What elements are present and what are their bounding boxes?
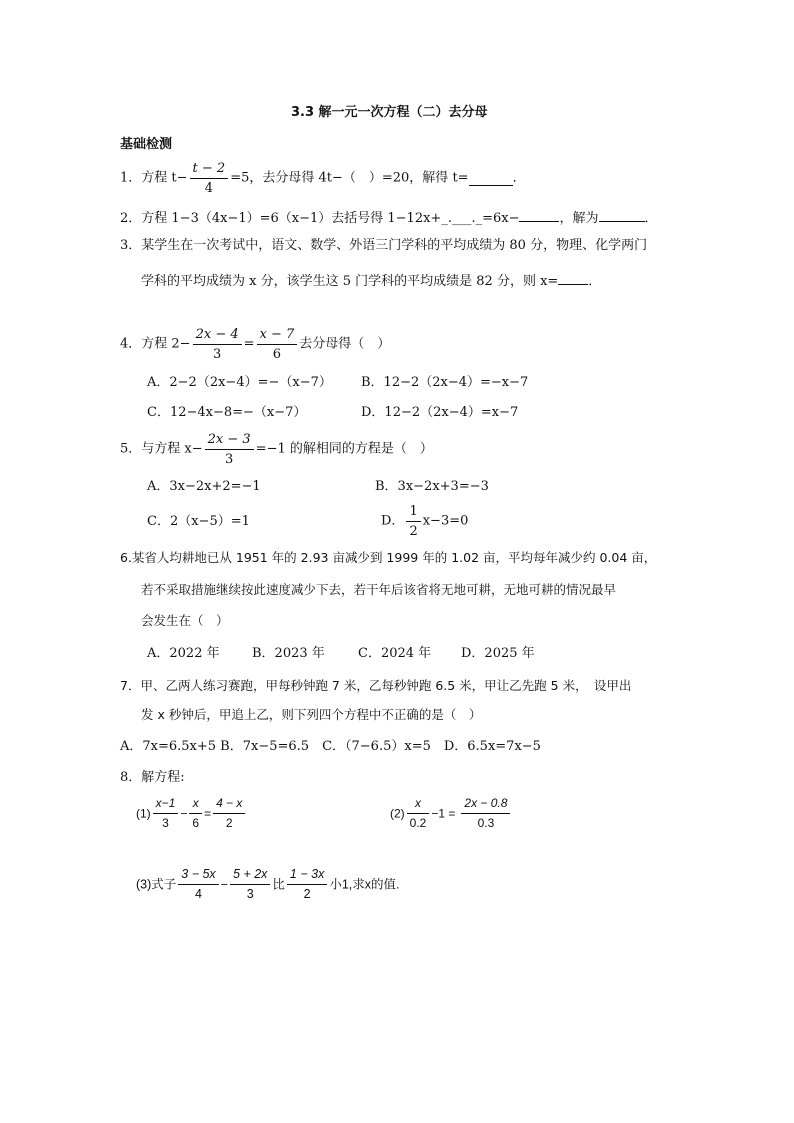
question-3-line-1: 3．某学生在一次考试中，语文、数学、外语三门学科的平均成绩为 80 分，物理、化学两门 <box>120 238 648 253</box>
q5-fraction <box>205 431 254 468</box>
q4-option-c[interactable]: C．12−4x−8=−（x−7） <box>147 405 307 420</box>
q8-p2-f2-num: 2x − 0.8 <box>461 795 510 814</box>
q8-p3-f1-den: 4 <box>195 887 202 901</box>
q5-option-c[interactable]: C．2（x−5）=1 <box>147 514 250 529</box>
q8-p2-label: (2) <box>390 806 405 821</box>
q4-f1-den: 3 <box>212 347 222 362</box>
q2-dots: _.___._ <box>441 211 483 226</box>
q1-frac-num: t − 2 <box>190 160 229 179</box>
question-7-line-1: 7．甲、乙两人练习赛跑，甲每秒钟跑 7 米，乙每秒钟跑 6.5 米，甲让乙先跑 5 米， 设甲出 <box>120 678 632 693</box>
q8-p1-label: (1) <box>136 806 151 821</box>
q8-p3-fraction-3 <box>287 866 327 903</box>
question-6-line-1: 6.某省人均耕地已从 1951 年的 2.93 亩减少到 1999 年的 1.02 亩，平均每年减少约 0.04 亩， <box>120 550 657 565</box>
q4-text-a: 4．方程 2− <box>120 336 191 352</box>
q5-text-a: 5．与方程 x− <box>120 441 203 457</box>
q1-text-a: 1．方程 t− <box>120 170 188 186</box>
q8-p1-f1-den: 3 <box>162 816 169 830</box>
q1-text-b: =5，去分母得 4t−（ ）=20，解得 t= <box>230 170 469 186</box>
q8-p1-fraction-2 <box>189 795 202 832</box>
q2-blank-2[interactable] <box>599 207 645 222</box>
q4-f2-num: x − 7 <box>257 326 298 345</box>
q8-p2-f1-num: x <box>407 795 430 814</box>
q2-text-d: ． <box>644 211 658 226</box>
q2-text-a: 2．方程 1−3（4x−1）=6（x−1）去括号得 1−12x+ <box>120 211 442 226</box>
q8-p3-fraction-1 <box>178 866 218 903</box>
q8-p2-f2-den: 0.3 <box>477 816 495 830</box>
q5-optd-rest: x−3=0 <box>422 513 469 529</box>
q2-text-b: =6x− <box>482 211 520 226</box>
question-8-heading: 8．解方程: <box>120 770 185 785</box>
q8-part-3 <box>136 866 399 903</box>
q4-option-a[interactable]: A．2−2（2x−4）=−（x−7） <box>147 375 332 390</box>
q5-optd-label: D． <box>381 513 405 529</box>
q6-option-d[interactable]: D．2025 年 <box>461 646 535 661</box>
q5-option-b[interactable]: B．3x−2x+3=−3 <box>375 479 489 494</box>
q8-p1-f3-num: 4 − x <box>213 795 245 814</box>
section-heading: 基础检测 <box>120 137 173 152</box>
q6-option-b[interactable]: B．2023 年 <box>252 646 325 661</box>
q1-answer-blank[interactable] <box>469 171 513 186</box>
q8-p3-fraction-2 <box>230 866 270 903</box>
q1-text-c: ． <box>512 170 526 186</box>
q7-options[interactable]: A．7x=6.5x+5 B．7x−5=6.5 C．（7−6.5）x=5 D．6.5x=7x−5 <box>120 739 541 754</box>
q3-text-a: 学科的平均成绩为 x 分，该学生这 5 门学科的平均成绩是 82 分，则 x= <box>141 274 559 289</box>
question-1 <box>120 160 526 197</box>
q5-optd-den: 2 <box>409 524 418 539</box>
q5-frac-num: 2x − 3 <box>205 431 254 450</box>
q8-p3-f2-den: 3 <box>246 887 254 901</box>
q3-answer-blank[interactable] <box>558 270 588 285</box>
q8-p3-f3-num: 1 − 3x <box>287 866 327 885</box>
q4-option-d[interactable]: D．12−2（2x−4）=x−7 <box>361 405 519 420</box>
q1-fraction <box>190 160 229 197</box>
question-6-line-3: 会发生在（ ） <box>141 613 229 628</box>
q8-p1-minus: − <box>180 806 188 821</box>
q8-p3-f2-num: 5 + 2x <box>230 866 270 885</box>
q8-p1-f3-den: 2 <box>225 816 233 830</box>
q8-p1-f1-num: x−1 <box>153 795 179 814</box>
q4-fraction-1 <box>193 326 242 363</box>
q8-p3-bi: 比 <box>272 877 285 892</box>
q8-p3-minus: − <box>220 877 228 892</box>
q5-optd-fraction <box>406 503 420 540</box>
q3-text-b: ． <box>588 274 602 289</box>
q8-p3-f3-den: 2 <box>303 887 311 901</box>
question-6-line-2: 若不采取措施继续按此速度减少下去，若干年后该省将无地可耕，无地可耕的情况最早 <box>141 582 617 597</box>
q8-p1-fraction-1 <box>153 795 179 832</box>
question-3-line-2 <box>141 270 601 291</box>
q6-option-a[interactable]: A．2022 年 <box>147 646 220 661</box>
question-5 <box>120 431 433 468</box>
q5-option-a[interactable]: A．3x−2x+2=−1 <box>147 479 261 494</box>
q8-part-2 <box>390 795 512 832</box>
q8-p3-label: (3)式子 <box>136 877 177 892</box>
q8-p2-fraction-2 <box>461 795 510 832</box>
q5-optd-num: 1 <box>406 503 420 522</box>
q4-f2-den: 6 <box>272 347 282 362</box>
question-2 <box>120 207 658 228</box>
q4-text-b: 去分母得（ ） <box>299 336 391 352</box>
q8-p3-tail: 小1,求x的值. <box>329 877 400 892</box>
q2-blank-1[interactable] <box>519 207 559 222</box>
q2-text-c: ，解为 <box>559 211 599 226</box>
q4-equals: = <box>243 336 255 352</box>
q4-option-b[interactable]: B．12−2（2x−4）=−x−7 <box>361 375 529 390</box>
q8-p2-mid: −1 = <box>431 806 456 821</box>
page-title: 3.3 解一元一次方程（二）去分母 <box>291 105 488 120</box>
question-7-line-2: 发 x 秒钟后，甲追上乙，则下列四个方程中不正确的是（ ） <box>141 707 482 722</box>
q4-f1-num: 2x − 4 <box>193 326 242 345</box>
q8-p1-f2-num: x <box>189 795 202 814</box>
q8-p2-f1-den: 0.2 <box>409 816 427 830</box>
q1-frac-den: 4 <box>204 181 213 196</box>
q8-p1-fraction-3 <box>213 795 245 832</box>
q5-option-d[interactable] <box>381 503 468 540</box>
q8-p1-f2-den: 6 <box>192 816 200 830</box>
question-4 <box>120 326 390 363</box>
q8-p1-eq: = <box>204 806 212 821</box>
q8-part-1 <box>136 795 247 832</box>
q5-frac-den: 3 <box>225 452 234 467</box>
q4-fraction-2 <box>257 326 298 363</box>
q8-p3-f1-num: 3 − 5x <box>178 866 218 885</box>
q5-text-b: =−1 的解相同的方程是（ ） <box>255 441 433 457</box>
q8-p2-fraction-1 <box>407 795 430 832</box>
q6-option-c[interactable]: C．2024 年 <box>358 646 432 661</box>
